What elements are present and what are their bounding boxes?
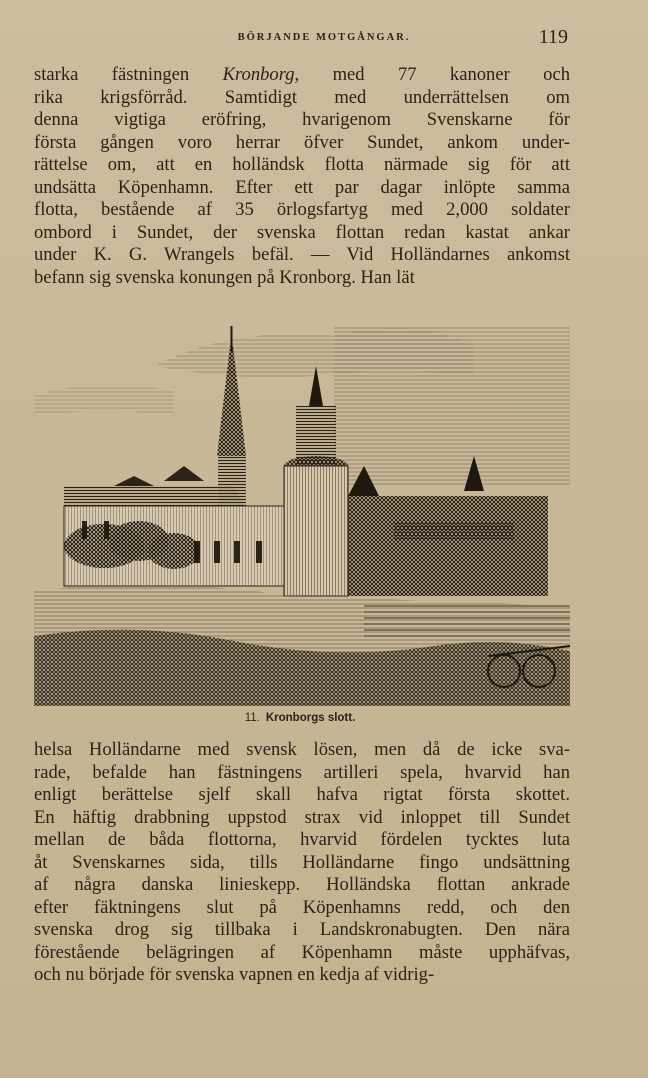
text-line: En häftig drabbning uppstod strax vid inloppet till Sundet (34, 806, 570, 828)
text-line: åt Svenskarnes sida, tills Holländarne fingo undsättning (34, 851, 570, 873)
text-line: befann sig svenska konungen på Kronborg. Han lät (34, 266, 415, 288)
text-line: starka fästningen Kronborg, med 77 kanoner och (34, 64, 570, 85)
text-line: under K. G. Wrangels befäl. — Vid Holländarnes ankomst (34, 244, 570, 265)
figure-caption (0, 712, 600, 724)
text-line: svenska drog sig tillbaka i Landskronabugten. Den nära (34, 919, 570, 940)
text-line: rättelse om, att en holländsk flotta närmade sig för att (34, 154, 570, 175)
text-line: af några danska linieskepp. Holländska flottan ankrade (34, 874, 570, 895)
text-line: mellan de båda flottorna, hvarvid fördelen tycktes luta (34, 829, 570, 850)
text-line: denna vigtiga eröfring, hvarigenom Svenskarne för (34, 109, 570, 130)
figure-caption-text: Kronborgs slott. (265, 712, 356, 724)
text-line: första gången voro herrar öfver Sundet, ankom under- (34, 131, 570, 153)
text-line: och nu började för svenska vapnen en kedja af vidrig- (34, 964, 435, 985)
kronborg-castle-illustration (34, 306, 570, 706)
text-line: efter fäktningens slut på Köpenhamns redd, och den (34, 896, 570, 918)
running-title: BÖRJANDE MOTGÅNGAR. (237, 32, 411, 43)
text-line: flotta, bestående af 35 örlogsfartyg med 2,000 soldater (34, 199, 570, 220)
text-line: enligt berättelse sjelf skall hafva rigtat första skottet. (34, 784, 570, 805)
text-line: förestående belägringen af Köpenhamn måste upphäfvas, (34, 941, 570, 963)
text-block-top (34, 64, 570, 289)
text-line: undsätta Köpenhamn. Efter ett par dagar inlöpte samma (34, 176, 570, 198)
page-header (0, 26, 648, 50)
text-block-bottom (34, 739, 570, 987)
page-number: 119 (538, 26, 568, 48)
figure-engraving (34, 306, 570, 706)
text-line: rade, befalde han fästningens artilleri spela, hvarvid han (34, 761, 570, 783)
text-line: helsa Holländarne med svensk lösen, men då de icke sva- (34, 739, 570, 760)
text-line: ombord i Sundet, der svenska flottan redan kastat ankar (34, 221, 570, 243)
text-line: rika krigsförråd. Samtidigt med underrättelsen om (34, 86, 570, 108)
figure-number: 11. (244, 712, 260, 724)
